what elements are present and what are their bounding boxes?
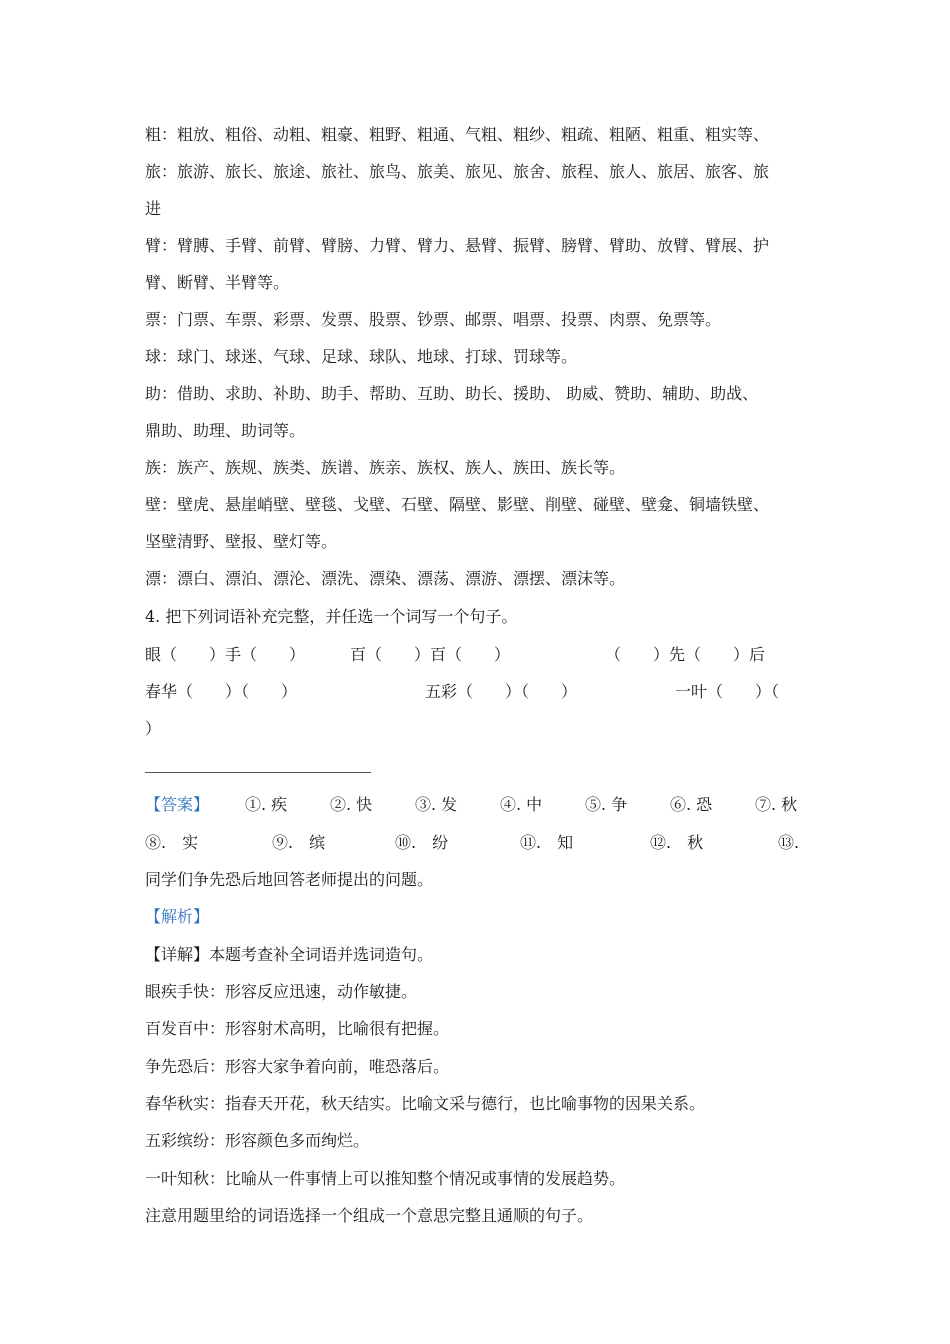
- answer-item: ⑩. 纷: [395, 833, 449, 852]
- answer-item: ⑧. 实: [145, 833, 199, 852]
- vocab-line: 族：族产、族规、族类、族谱、族亲、族权、族人、族田、族长等。: [145, 458, 626, 477]
- answer-item: ④. 中: [500, 795, 543, 814]
- fill-blank-item: 春华（ ）（ ）: [145, 682, 298, 701]
- answer-line: [145, 772, 371, 773]
- analysis-line: 一叶知秋：比喻从一件事情上可以推知整个情况或事情的发展趋势。: [145, 1169, 626, 1188]
- vocab-line: 漂：漂白、漂泊、漂沦、漂洗、漂染、漂荡、漂游、漂摆、漂沫等。: [145, 569, 626, 588]
- answer-item: ⑨. 缤: [272, 833, 326, 852]
- analysis-line: 注意用题里给的词语选择一个组成一个意思完整且通顺的句子。: [145, 1206, 594, 1225]
- answer-item: ②. 快: [330, 795, 373, 814]
- answer-item: ⑤. 争: [585, 795, 628, 814]
- answer-item: ⑦. 秋: [755, 795, 798, 814]
- fill-blank-item: 五彩（ ）（ ）: [425, 682, 578, 701]
- question-title: 4. 把下列词语补充完整，并任选一个词写一个句子。: [145, 607, 518, 626]
- vocab-line: 球：球门、球迷、气球、足球、球队、地球、打球、罚球等。: [145, 347, 578, 366]
- vocab-line: 鼎助、助理、助词等。: [145, 421, 306, 440]
- fill-blank-item: ）: [145, 719, 162, 738]
- analysis-line: 春华秋实：指春天开花，秋天结实。比喻文采与德行，也比喻事物的因果关系。: [145, 1094, 706, 1113]
- vocab-line: 粗：粗放、粗俗、动粗、粗豪、粗野、粗通、气粗、粗纱、粗疏、粗陋、粗重、粗实等、: [145, 125, 770, 144]
- vocab-line: 票：门票、车票、彩票、发票、股票、钞票、邮票、唱票、投票、肉票、免票等。: [145, 310, 722, 329]
- answer-item: ⑥. 恐: [670, 795, 713, 814]
- vocab-line: 进: [145, 199, 162, 218]
- analysis-line: 争先恐后：形容大家争着向前，唯恐落后。: [145, 1057, 450, 1076]
- fill-blank-item: 百（ ）百（ ）: [350, 645, 511, 664]
- vocab-line: 旅：旅游、旅长、旅途、旅社、旅鸟、旅美、旅见、旅舍、旅程、旅人、旅居、旅客、旅: [145, 162, 770, 181]
- answer-item: ⑫. 秋: [650, 833, 704, 852]
- fill-blank-item: （ ）先（ ）后: [605, 645, 766, 664]
- answer-sentence: 同学们争先恐后地回答老师提出的问题。: [145, 870, 434, 889]
- analysis-line: 【详解】本题考查补全词语并选词造句。: [145, 945, 434, 964]
- analysis-line: 眼疾手快：形容反应迅速，动作敏捷。: [145, 982, 418, 1001]
- vocab-line: 臂：臂膊、手臂、前臂、臂膀、力臂、臂力、悬臂、振臂、膀臂、臂助、放臂、臂展、护: [145, 236, 770, 255]
- fill-blank-item: 一叶（ ）（: [675, 682, 780, 701]
- answer-item: ③. 发: [415, 795, 458, 814]
- vocab-line: 臂、断臂、半臂等。: [145, 273, 290, 292]
- analysis-label: 【解析】: [145, 907, 210, 926]
- answer-label: 【答案】: [145, 795, 210, 814]
- analysis-line: 五彩缤纷：形容颜色多而绚烂。: [145, 1131, 370, 1150]
- answer-item: ⑪. 知: [520, 833, 574, 852]
- vocab-line: 助：借助、求助、补助、助手、帮助、互助、助长、援助、 助威、赞助、辅助、助战、: [145, 384, 759, 403]
- vocab-line: 坚壁清野、壁报、壁灯等。: [145, 532, 338, 551]
- vocab-line: 壁：壁虎、悬崖峭壁、壁毯、戈壁、石壁、隔壁、影壁、削壁、碰壁、壁龛、铜墙铁壁、: [145, 495, 770, 514]
- answer-item: ⑬.: [778, 833, 800, 852]
- fill-blank-item: 眼（ ）手（ ）: [145, 645, 306, 664]
- answer-item: ①. 疾: [245, 795, 288, 814]
- analysis-line: 百发百中：形容射术高明，比喻很有把握。: [145, 1019, 450, 1038]
